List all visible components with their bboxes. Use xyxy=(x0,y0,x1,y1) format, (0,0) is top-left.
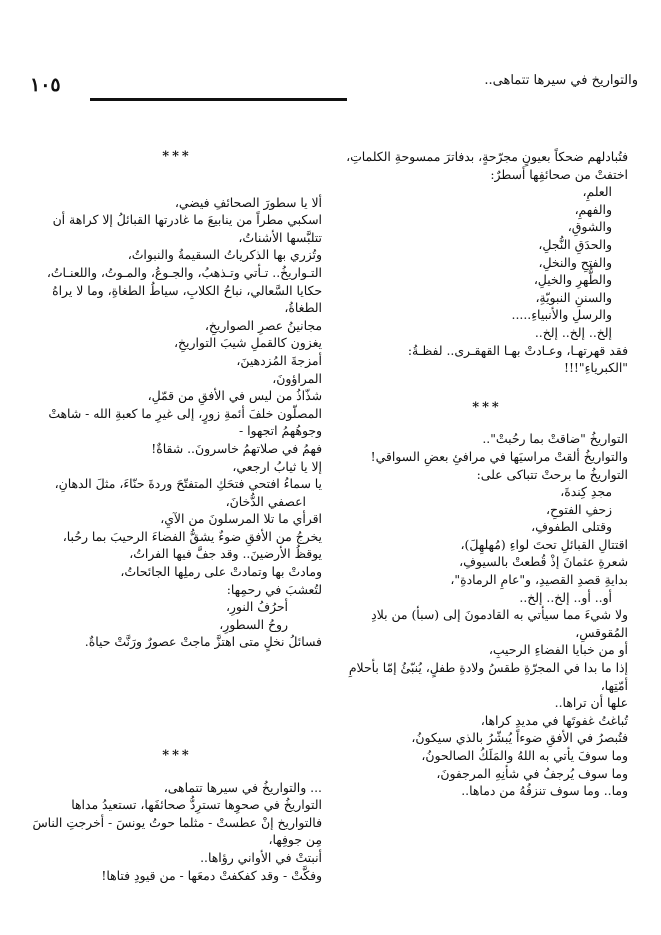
text-line: علها أن تراها.. xyxy=(554,695,628,711)
text-line: إذا ما بدا في المجرّةِ طقسُ ولادةِ طفلٍ، يُنبّئُ إمّا بأحلامِ أمّتِها، xyxy=(348,660,628,693)
list-item: والشوقِ، xyxy=(567,219,612,235)
text-line: التواريخُ "ضاقتْ بما رحُبتْ".. xyxy=(482,431,628,447)
text-line: فقد قهرتهـا، وعـادتْ بهـا القهقـرى.. لفظـةُ: "الكبرياءِ"!!! xyxy=(407,342,628,376)
text-line: التـواريخُ.. تـأتي وتـذهبُ، والجـوعُ، والمـوتُ، واللعنـاتُ، xyxy=(46,264,322,280)
page-number: ١٠٥ xyxy=(30,74,61,96)
text-line: وما سوفَ يأتي به اللهُ والمَلَكُ الصالحونُ، xyxy=(421,748,628,763)
text-line: فتُبصرُ في الأفقِ ضوءاً يُبشّرُ بالذي سيكونُ، xyxy=(411,730,628,746)
text-line: لتُعشبَ في رحمِها: xyxy=(226,581,322,597)
text-line: المصلّون خلفَ أئمةِ زورٍ، إلى غيرِ ما كعبةِ الله - شاهتْ وجوهُهمُ اتجهوا - xyxy=(48,405,322,439)
text-line: إلا يا ثيابُ ارجعي، xyxy=(232,458,322,474)
right-column xyxy=(346,148,628,800)
list-item: والطُّهرِ والخيلِ، xyxy=(533,272,612,288)
text-line: تُباغتُ غفوتَها في مديدِ كراها، xyxy=(480,712,628,728)
text-line: يغزون كالقملِ شيبَ التواريخِ، xyxy=(174,335,322,351)
text-line: وما.. وما سوف تنزفُهُ من دماها.. xyxy=(461,783,628,799)
text-line: وفكَّتْ - وقد كفكفتْ دمعَها - من قيودِ فتاها! xyxy=(101,867,322,883)
list-item: أو.. أو.. إلخ.. إلخ.. xyxy=(519,589,612,605)
list-item: وقتلى الطفوفِ، xyxy=(531,519,612,535)
text-line: فسائلُ نخلٍ متى اهتزَّ ماجتْ عصورٌ ورَنَّتْ حياةٌ. xyxy=(84,634,322,650)
text-line: فتُبادلهم ضحكاً بعيونٍ مجرّحةٍ، بدفاترَ ممسوحةِ الكلماتِ، xyxy=(346,149,628,164)
text-line: يا سماءُ افتحي فتحَكِ المتفتّحَ وردةَ حنّاءَ، مثلَ الدهانِ، xyxy=(54,476,322,492)
spacer xyxy=(32,651,322,747)
text-line: حكايا السَّعالي، نباحُ الكلابِ، سياطُ الطغاةِ، وما لا يراهُ الطغاةُ، xyxy=(52,282,322,316)
list-item: اقتتالِ القبائلِ تحتَ لواءِ (مُهلهِلَ)، xyxy=(460,536,628,552)
text-line: أنبتتْ في الأواني رؤاها.. xyxy=(200,850,322,865)
list-item: والحدَقِ النُّجلِ، xyxy=(538,236,612,252)
text-line: ومادتْ بها وتمادتْ على رملِها الجائحاتُ، xyxy=(120,564,322,580)
spacer xyxy=(32,180,322,194)
left-column xyxy=(32,148,322,884)
list-item: بدايةِ قصدِ القصيدِ، و"عامِ الرمادةِ"، xyxy=(450,572,628,588)
text-line: التواريخُ ما برحتْ تتباكى على: xyxy=(476,466,628,482)
text-line: المراؤونَ، xyxy=(272,370,322,386)
list-item: إلخ.. إلخ.. إلخ.. xyxy=(534,324,612,340)
header-rule xyxy=(90,98,347,101)
text-line: شذّاذُ من ليس في الأفقِ من قمّلِ، xyxy=(147,388,322,404)
text-line: أحرُفُ النورِ، xyxy=(225,599,288,615)
list-item: والرسلِ والأنبياءِ..... xyxy=(511,307,612,323)
text-line: ... والتواريخُ في سيرها تتماهى، xyxy=(163,779,322,795)
text-line: وما سوف يُرجفُ في شأنِهِ المرجفونَ، xyxy=(436,765,628,781)
text-line: التواريخُ في صحوِها تسترِدُّ صحائفَها، تستعيدُ مداها xyxy=(71,797,322,813)
text-line: روحُ السطورِ، xyxy=(219,616,288,632)
list-item: شعرةِ عثمانَ إذْ قُطعتْ بالسيوفِ، xyxy=(459,554,628,570)
text-line: مجانينُ عصرِ الصواريخِ، xyxy=(204,317,322,333)
text-line: يخرجُ من الأفقِ ضوءٌ يشقُّ الفضاءَ الرحيبَ بما رحُبا، xyxy=(62,528,322,544)
text-line: ألا يا سطورَ الصحائفِ فيضي، xyxy=(174,194,322,210)
text-line: يوقظُ الأرضينَ.. وقد جفَّ فيها الفراتُ، xyxy=(129,546,322,562)
spacer xyxy=(346,377,628,399)
list-item: زحفِ الفتوحِ، xyxy=(545,501,612,517)
text-line: ولا شيءَ مما سيأتي به القادمونَ إلى (سبأ) من بلادِ المُقوقسِ، xyxy=(371,607,628,640)
section-separator: *** xyxy=(472,399,502,415)
text-line: اختفتْ من صحائفِها أسطرٌ: xyxy=(490,166,628,182)
text-line: فهمُ في صلاتهمُ خاسرونَ.. شقاةٌ! xyxy=(151,440,322,456)
text-line: والتواريخُ ألقتْ مراسيَها في مرافئِ بعضِ السواقي! xyxy=(370,448,628,464)
list-item: والسننِ النبويّةِ، xyxy=(535,289,612,305)
text-line: اسكبي مطراً من ينابيعَ ما غادرتها القبائلُ إلا كراهة أن تتلبَّسها الأشناتُ، xyxy=(52,212,322,245)
text-line: فالتواريخ إنْ عطستْ - مثلما حوتُ يونسَ - أخرجتِ الناسَ مِن جوفِها، xyxy=(32,814,322,848)
list-item: مجدِ كِندةَ، xyxy=(560,484,612,500)
text-line: اعصفي الدُّخانَ، xyxy=(225,493,306,509)
text-line: أو من خبايا الفضاءِ الرحيبِ، xyxy=(488,642,628,658)
text-line: وتُزري بها الذكرياتُ السقيمةُ والنبواتُ، xyxy=(127,247,322,263)
list-item: العلمِ، xyxy=(582,184,612,200)
section-separator: *** xyxy=(162,748,192,764)
running-title: والتواريخ في سيرها تتماهى.. xyxy=(484,73,638,88)
text-line: أمزجةَ المُزدهينَ، xyxy=(236,352,322,368)
section-separator: *** xyxy=(162,149,192,164)
list-item: والفتحِ والنخلِ، xyxy=(538,254,612,270)
text-line: اقرأي ما تلا المرسلونَ من الآيِ، xyxy=(160,511,322,527)
list-item: والفهمِ، xyxy=(574,201,612,217)
